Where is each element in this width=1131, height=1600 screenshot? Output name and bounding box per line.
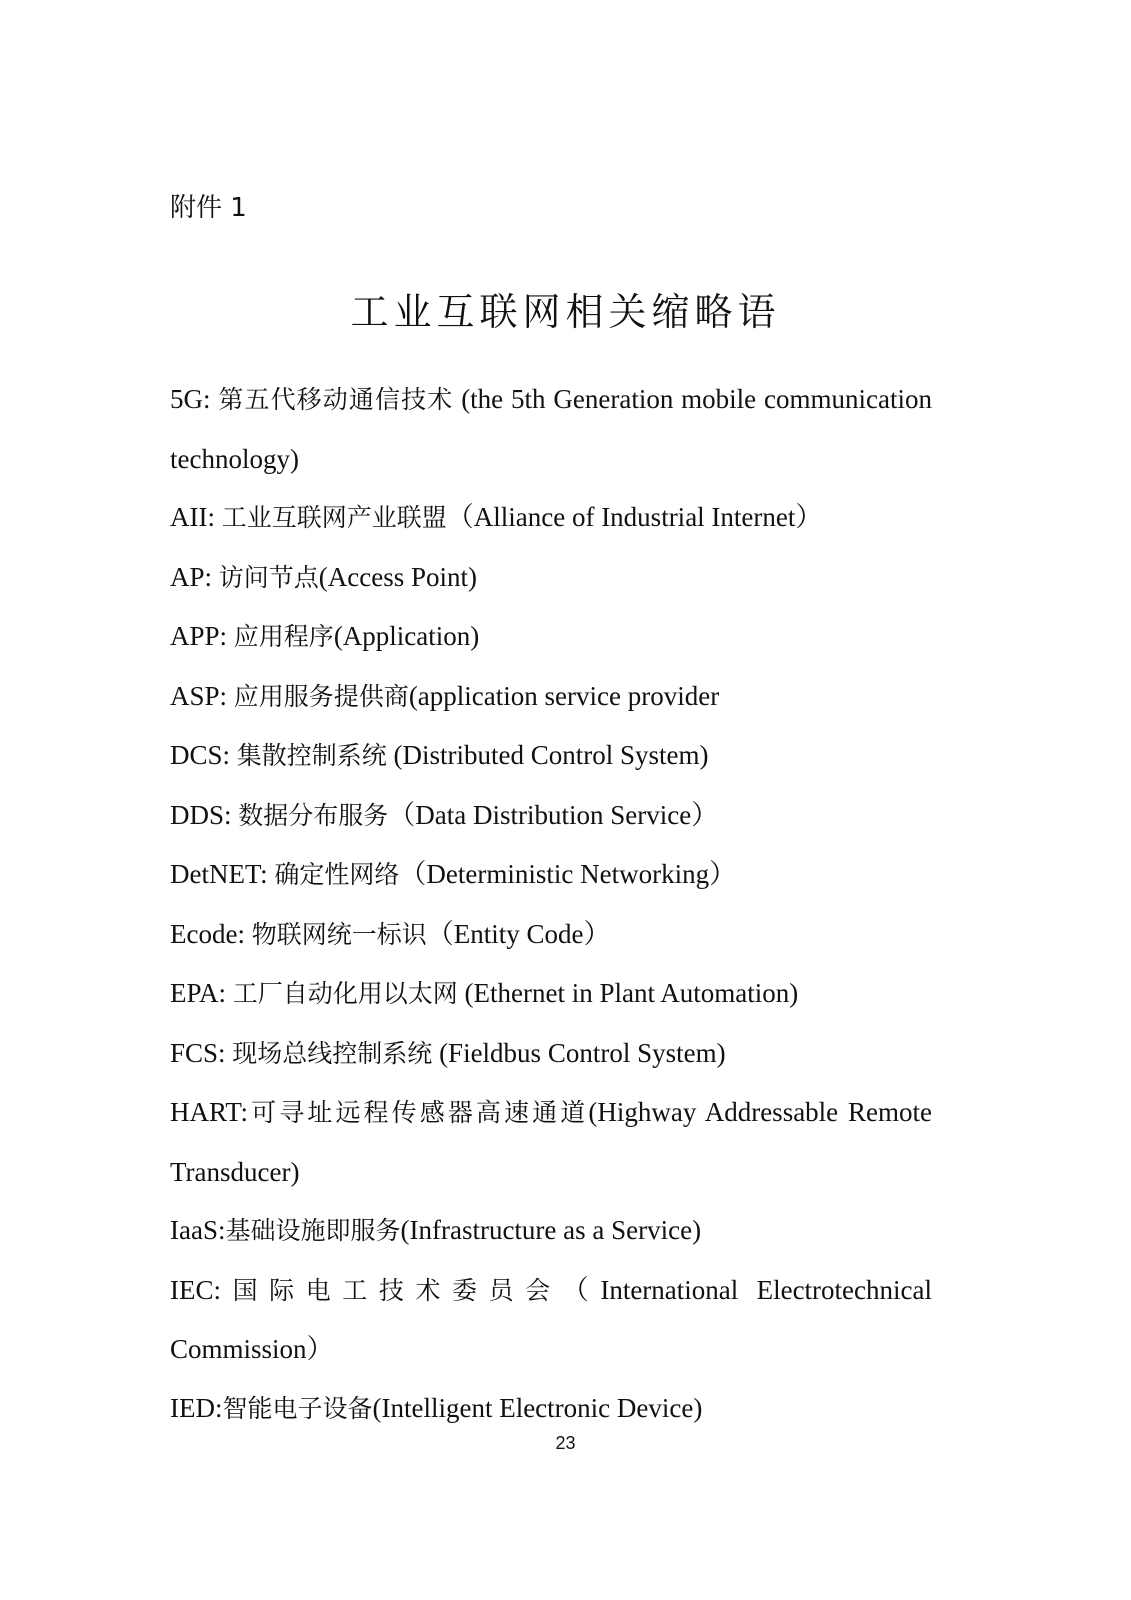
abbreviation-entry — [170, 1083, 932, 1201]
entry-chinese-term: 数据分布服务 — [238, 800, 389, 830]
abbreviation-entry — [170, 1261, 932, 1379]
entry-chinese-term: 现场总线控制系统 — [232, 1038, 433, 1068]
entry-chinese-term: 工业互联网产业联盟 — [221, 503, 447, 532]
abbreviation-entry — [170, 845, 932, 905]
entry-abbreviation: DetNET: — [170, 859, 268, 889]
entry-chinese-term: 基础设施即服务 — [225, 1216, 401, 1245]
entry-english-term: (Intelligent Electronic Device) — [372, 1392, 703, 1423]
entry-english-term: (Ethernet in Plant Automation) — [464, 978, 799, 1008]
entry-abbreviation: 5G: — [170, 384, 211, 414]
entry-chinese-term: 访问节点 — [218, 562, 319, 592]
entry-chinese-term: 工厂自动化用以太网 — [232, 979, 458, 1008]
entry-chinese-term: 第五代移动通信技术 — [218, 385, 454, 414]
page-title: 工业互联网相关缩略语 — [350, 290, 781, 334]
entry-chinese-term: 智能电子设备 — [222, 1393, 373, 1423]
entry-chinese-term: 应用服务提供商 — [233, 681, 409, 711]
entry-english-term: (the 5th Generation mobile communication technology) — [170, 384, 932, 474]
entry-abbreviation: Ecode: — [170, 918, 245, 949]
entry-english-term: （Alliance of Industrial Internet） — [446, 502, 823, 532]
abbreviation-entry — [170, 548, 932, 608]
entry-abbreviation: FCS: — [170, 1037, 226, 1068]
entry-abbreviation: IEC: — [170, 1274, 221, 1305]
abbreviation-entry — [170, 786, 932, 846]
entry-chinese-term: 可寻址远程传感器高速通道 — [248, 1098, 589, 1127]
entry-english-term: (Distributed Control System) — [393, 740, 709, 770]
entry-chinese-term: 集散控制系统 — [236, 741, 387, 770]
entry-english-term: (Highway Addressable Remote Transducer) — [170, 1097, 932, 1187]
entry-abbreviation: AP: — [170, 561, 213, 592]
entry-abbreviation: DCS: — [170, 740, 231, 770]
abbreviation-entry — [170, 667, 932, 727]
abbreviation-entry — [170, 905, 932, 965]
page-number: 23 — [555, 1433, 576, 1453]
entry-abbreviation: ASP: — [170, 680, 228, 711]
abbreviation-entry — [170, 488, 932, 548]
abbreviation-entry — [170, 726, 932, 786]
abbreviation-entry — [170, 607, 932, 667]
abbreviation-list — [170, 370, 932, 1438]
entry-abbreviation: IaaS: — [170, 1215, 226, 1245]
entry-chinese-term: 物联网统一标识 — [251, 919, 427, 949]
entry-abbreviation: EPA: — [170, 978, 227, 1008]
entry-abbreviation: IED: — [170, 1392, 223, 1423]
entry-english-term: （International Electrotechnical Commission） — [170, 1274, 932, 1364]
entry-chinese-term: 应用程序 — [233, 622, 334, 651]
entry-english-term: （Deterministic Networking） — [399, 859, 737, 889]
entry-english-term: （Entity Code） — [426, 918, 611, 949]
entry-chinese-term: 确定性网络 — [274, 860, 400, 889]
entry-english-term: (Infrastructure as a Service) — [400, 1215, 702, 1245]
entry-chinese-term: 国际电工技术委员会 — [221, 1275, 562, 1305]
entry-abbreviation: HART: — [170, 1097, 249, 1127]
entry-english-term: (application service provider — [408, 680, 720, 711]
entry-english-term: (Access Point) — [318, 561, 478, 592]
abbreviation-entry — [170, 1201, 932, 1261]
abbreviation-entry — [170, 370, 932, 488]
entry-abbreviation: APP: — [170, 621, 228, 651]
entry-english-term: （Data Distribution Service） — [388, 799, 719, 830]
attachment-label: 附件 1 — [170, 193, 247, 223]
entry-english-term: (Application) — [333, 621, 480, 651]
entry-english-term: (Fieldbus Control System) — [439, 1037, 726, 1068]
abbreviation-entry — [170, 964, 932, 1024]
entry-abbreviation: AII: — [170, 502, 215, 532]
abbreviation-entry — [170, 1024, 932, 1084]
entry-abbreviation: DDS: — [170, 799, 232, 830]
